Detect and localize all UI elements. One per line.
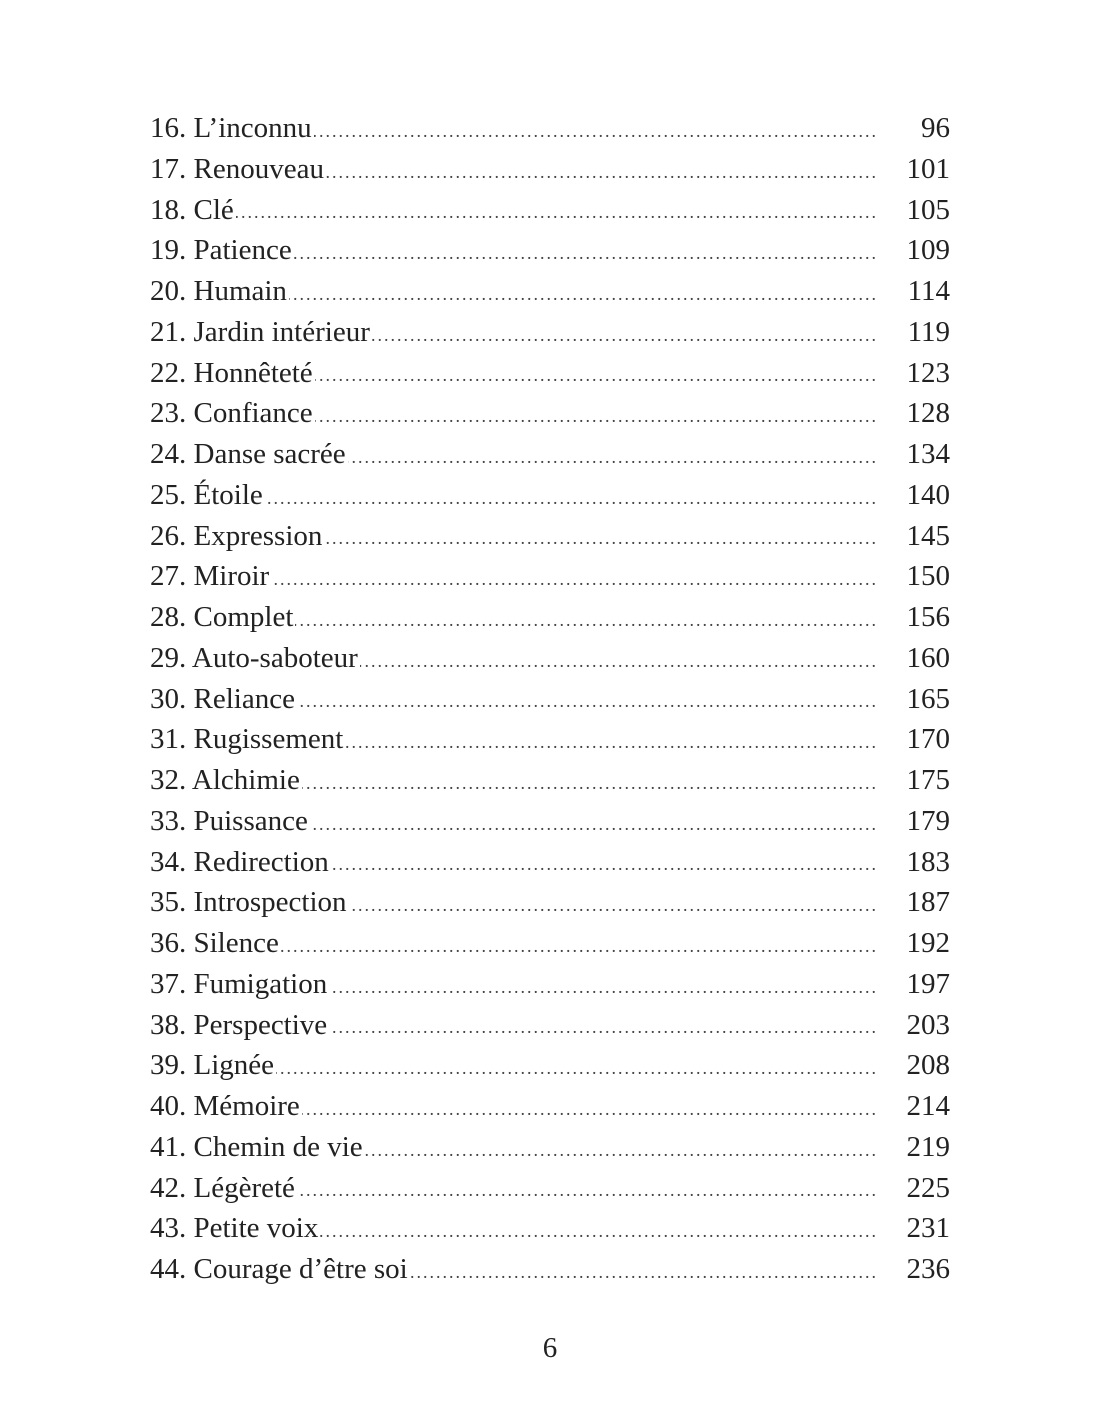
toc-entry-title: 36. Silence	[150, 927, 279, 959]
toc-entry-page-number: 165	[906, 682, 950, 715]
toc-entry[interactable]	[150, 1045, 950, 1086]
toc-entry[interactable]	[150, 271, 950, 312]
toc-entry[interactable]	[150, 516, 950, 557]
toc-entry[interactable]	[150, 1249, 950, 1290]
toc-entry-title-leader	[150, 149, 878, 190]
table-of-contents	[150, 108, 950, 1290]
toc-entry-page-number: 225	[906, 1171, 950, 1204]
toc-entry[interactable]	[150, 312, 950, 353]
toc-entry[interactable]	[150, 801, 950, 842]
toc-entry[interactable]	[150, 597, 950, 638]
toc-entry-title: 38. Perspective	[150, 1008, 328, 1041]
toc-entry-title-leader	[150, 842, 878, 883]
toc-entry-title: 22. Honnêteté	[150, 356, 313, 389]
toc-entry-page-number: 150	[906, 560, 950, 593]
toc-entry-title-leader	[150, 1168, 878, 1209]
toc-entry-title: 19. Patience	[150, 234, 292, 267]
toc-entry-title: 26. Expression	[150, 519, 323, 552]
toc-entry[interactable]	[150, 108, 950, 149]
toc-entry-page-number: 179	[906, 804, 950, 837]
toc-entry-title: 41. Chemin de vie	[150, 1130, 363, 1163]
toc-entry-title-leader	[150, 923, 878, 964]
toc-entry-title: 28. Complet	[150, 601, 294, 633]
toc-entry-page-number: 123	[906, 356, 950, 389]
toc-entry-title: 43. Petite voix	[150, 1212, 319, 1245]
toc-entry-title: 27. Miroir	[150, 560, 270, 593]
toc-entry[interactable]	[150, 1086, 950, 1127]
toc-entry-page-number: 145	[906, 519, 950, 552]
toc-entry[interactable]	[150, 842, 950, 883]
toc-entry[interactable]	[150, 923, 950, 964]
toc-entry-title: 21. Jardin intérieur	[150, 315, 370, 348]
page-number: 6	[542, 1332, 558, 1364]
toc-entry-title-leader	[150, 679, 878, 720]
toc-entry-title: 17. Renouveau	[150, 152, 324, 185]
toc-entry-page-number: 119	[907, 315, 950, 348]
toc-entry-page-number: 192	[906, 927, 950, 959]
toc-entry-page-number: 128	[906, 397, 950, 430]
toc-entry-title: 16. L’inconnu	[150, 112, 312, 144]
toc-entry[interactable]	[150, 393, 950, 434]
toc-entry[interactable]	[150, 1005, 950, 1046]
toc-entry-title-leader	[150, 1045, 878, 1086]
toc-entry-page-number: 236	[906, 1253, 950, 1285]
toc-entry[interactable]	[150, 964, 950, 1005]
toc-entry-title: 34. Redirection	[150, 845, 329, 878]
toc-entry-page-number: 214	[906, 1090, 950, 1122]
toc-entry-page-number: 183	[906, 845, 950, 878]
toc-entry-title: 18. Clé	[150, 193, 234, 226]
toc-entry-page-number: 140	[906, 478, 950, 511]
toc-entry[interactable]	[150, 556, 950, 597]
toc-entry-title: 23. Confiance	[150, 397, 313, 430]
toc-entry-page-number: 114	[907, 275, 950, 307]
toc-entry-title: 35. Introspection	[150, 886, 347, 919]
toc-entry-page-number: 175	[906, 764, 950, 796]
toc-entry-title: 44. Courage d’être soi	[150, 1253, 408, 1285]
toc-entry-title-leader	[150, 1127, 878, 1168]
toc-entry[interactable]	[150, 638, 950, 679]
toc-entry[interactable]	[150, 760, 950, 801]
toc-entry-page-number: 219	[906, 1130, 950, 1163]
toc-entry-title-leader	[150, 1086, 878, 1127]
toc-entry-title-leader	[150, 230, 878, 271]
toc-entry-title: 31. Rugissement	[150, 723, 344, 756]
toc-entry[interactable]	[150, 475, 950, 516]
toc-entry-page-number: 109	[906, 234, 950, 267]
toc-entry[interactable]	[150, 1168, 950, 1209]
toc-entry-title-leader	[150, 475, 878, 516]
toc-entry[interactable]	[150, 1208, 950, 1249]
toc-entry-title: 24. Danse sacrée	[150, 438, 346, 470]
toc-entry-title-leader	[150, 190, 878, 231]
toc-entry-title: 39. Lignée	[150, 1049, 275, 1082]
toc-entry-title-leader	[150, 312, 878, 353]
toc-entry-title: 30. Reliance	[150, 682, 295, 715]
toc-entry-title: 25. Étoile	[150, 478, 263, 511]
toc-entry[interactable]	[150, 719, 950, 760]
toc-entry-title: 37. Fumigation	[150, 967, 328, 1000]
toc-entry-title-leader	[150, 556, 878, 597]
toc-entry-title: 20. Humain	[150, 275, 287, 307]
toc-entry-title-leader	[150, 760, 878, 801]
toc-entry-title-leader	[150, 719, 878, 760]
toc-entry-page-number: 101	[906, 152, 950, 185]
toc-entry-title: 29. Auto-saboteur	[150, 641, 358, 674]
toc-entry-page-number: 231	[906, 1212, 950, 1245]
toc-entry-page-number: 197	[906, 967, 950, 1000]
toc-entry-page-number: 187	[906, 886, 950, 919]
toc-entry-title-leader	[150, 597, 878, 638]
toc-entry-title: 42. Légèreté	[150, 1171, 295, 1204]
toc-entry[interactable]	[150, 1127, 950, 1168]
toc-entry[interactable]	[150, 353, 950, 394]
toc-entry-page-number: 160	[906, 641, 950, 674]
toc-entry-title-leader	[150, 516, 878, 557]
toc-entry-title-leader	[150, 882, 878, 923]
toc-entry-title-leader	[150, 393, 878, 434]
toc-entry-page-number: 203	[906, 1008, 950, 1041]
toc-entry-title-leader	[150, 353, 878, 394]
toc-entry[interactable]	[150, 882, 950, 923]
toc-entry-page-number: 156	[906, 601, 950, 633]
toc-entry-title-leader	[150, 1208, 878, 1249]
toc-entry[interactable]	[150, 190, 950, 231]
toc-entry-title-leader	[150, 271, 878, 312]
toc-entry-title-leader	[150, 108, 878, 149]
toc-entry-page-number: 208	[906, 1049, 950, 1082]
toc-entry-title-leader	[150, 434, 878, 475]
toc-entry[interactable]	[150, 230, 950, 271]
toc-entry-page-number: 105	[906, 193, 950, 226]
toc-entry-page-number: 170	[906, 723, 950, 756]
toc-entry-title-leader	[150, 638, 878, 679]
toc-entry-title: 32. Alchimie	[150, 764, 300, 796]
toc-entry-title-leader	[150, 801, 878, 842]
toc-entry[interactable]	[150, 434, 950, 475]
toc-entry-page-number: 96	[921, 112, 950, 144]
toc-entry[interactable]	[150, 679, 950, 720]
toc-entry[interactable]	[150, 149, 950, 190]
toc-entry-title-leader	[150, 1005, 878, 1046]
toc-entry-title: 40. Mémoire	[150, 1090, 300, 1122]
toc-entry-title: 33. Puissance	[150, 804, 308, 837]
toc-entry-page-number: 134	[906, 438, 950, 470]
toc-entry-title-leader	[150, 964, 878, 1005]
toc-entry-title-leader	[150, 1249, 878, 1290]
